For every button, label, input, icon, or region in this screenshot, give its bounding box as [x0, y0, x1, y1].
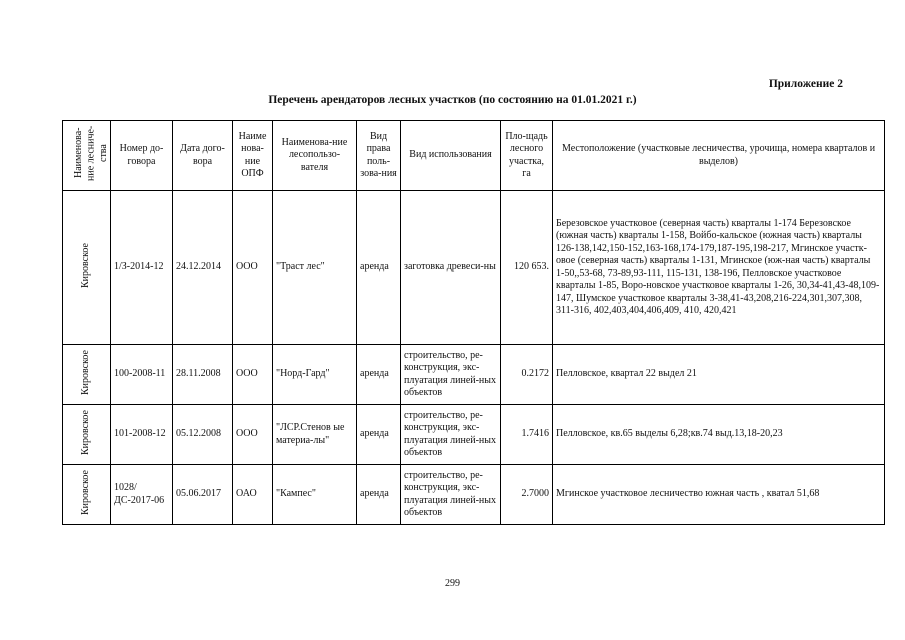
header-opf: Наиме нова-ние ОПФ	[233, 121, 273, 191]
cell-area: 1.7416	[501, 405, 553, 465]
cell-use: строительство, ре-конструкция, экс-плуатация линей-ных объектов	[401, 345, 501, 405]
header-user: Наименова-ние лесопользо-вателя	[273, 121, 357, 191]
cell-contract-date: 05.06.2017	[173, 465, 233, 525]
cell-location: Пелловское, кв.65 выделы 6,28;кв.74 выд.13,18-20,23	[553, 405, 885, 465]
cell-use: строительство, ре-конструкция, экс-плуатация линей-ных объектов	[401, 465, 501, 525]
document-title: Перечень арендаторов лесных участков (по состоянию на 01.01.2021 г.)	[268, 94, 637, 106]
cell-right: аренда	[357, 405, 401, 465]
header-forestry	[63, 121, 111, 191]
cell-user: "ЛСР.Стенов ые материа-лы"	[273, 405, 357, 465]
cell-location: Березовское участковое (северная часть) кварталы 1-174 Березовское (южная часть) кварталы 1-158, Войбо-кальское (южная часть) кварталы 126-138,142,150-152,163-168,174-179,187-195,198-217, Мгинское участк-овое (северная часть) кварталы 1-131, Мгинское (юж-ная часть) кварталы 1-50,,53-68, 73-89,93-111, 115-131, 138-196, Пелловское участковое кварталы 1-85, Воро-новское участковое кварталы 1-26, 30,34-41,43-48,109-147, Шумское участковое кварталы 3-38,41-43,208,216-224,301,307,308, 311-316, 402,403,404,406,409, 410, 420,421	[553, 191, 885, 345]
appendix-label: Приложение 2	[768, 78, 843, 90]
cell-contract-date: 28.11.2008	[173, 345, 233, 405]
forestry-text: Кировское	[80, 242, 92, 288]
table-row	[63, 405, 885, 465]
table-row	[63, 191, 885, 345]
cell-user: "Норд-Гард"	[273, 345, 357, 405]
cell-area: 0.2172	[501, 345, 553, 405]
forestry-text: Кировское	[80, 469, 92, 515]
cell-contract-no: 100-2008-11	[111, 345, 173, 405]
cell-forestry	[63, 345, 111, 405]
header-forestry-text: Наименова-ние лесниче-ства	[72, 125, 109, 181]
forestry-text: Кировское	[80, 409, 92, 455]
cell-right: аренда	[357, 191, 401, 345]
cell-contract-no: 1028/ДС-2017-06	[111, 465, 173, 525]
cell-forestry	[63, 465, 111, 525]
cell-opf: ООО	[233, 191, 273, 345]
header-right: Вид права поль-зова-ния	[357, 121, 401, 191]
cell-opf: ОАО	[233, 465, 273, 525]
cell-use: строительство, ре-конструкция, экс-плуатация линей-ных объектов	[401, 405, 501, 465]
cell-user: "Траст лес"	[273, 191, 357, 345]
tenants-table	[62, 120, 885, 525]
cell-contract-no: 101-2008-12	[111, 405, 173, 465]
table-row	[63, 345, 885, 405]
page-number: 299	[445, 578, 460, 589]
table-header-row	[63, 121, 885, 191]
cell-opf: ООО	[233, 345, 273, 405]
cell-forestry	[63, 191, 111, 345]
cell-contract-date: 24.12.2014	[173, 191, 233, 345]
cell-contract-no: 1/З-2014-12	[111, 191, 173, 345]
cell-right: аренда	[357, 345, 401, 405]
cell-area: 2.7000	[501, 465, 553, 525]
forestry-text: Кировское	[80, 349, 92, 395]
cell-area: 120 653.	[501, 191, 553, 345]
cell-contract-date: 05.12.2008	[173, 405, 233, 465]
table-row	[63, 465, 885, 525]
cell-user: "Кампес"	[273, 465, 357, 525]
header-area: Пло-щадь лесного участка, га	[501, 121, 553, 191]
cell-right: аренда	[357, 465, 401, 525]
header-contract-date: Дата дого-вора	[173, 121, 233, 191]
cell-opf: ООО	[233, 405, 273, 465]
cell-location: Пелловское, квартал 22 выдел 21	[553, 345, 885, 405]
cell-use: заготовка древеси-ны	[401, 191, 501, 345]
cell-location: Мгинское участковое лесничество южная часть , кватал 51,68	[553, 465, 885, 525]
header-contract-no: Номер до-говора	[111, 121, 173, 191]
cell-forestry	[63, 405, 111, 465]
header-location: Местоположение (участковые лесничества, урочища, номера кварталов и выделов)	[553, 121, 885, 191]
header-use: Вид использования	[401, 121, 501, 191]
